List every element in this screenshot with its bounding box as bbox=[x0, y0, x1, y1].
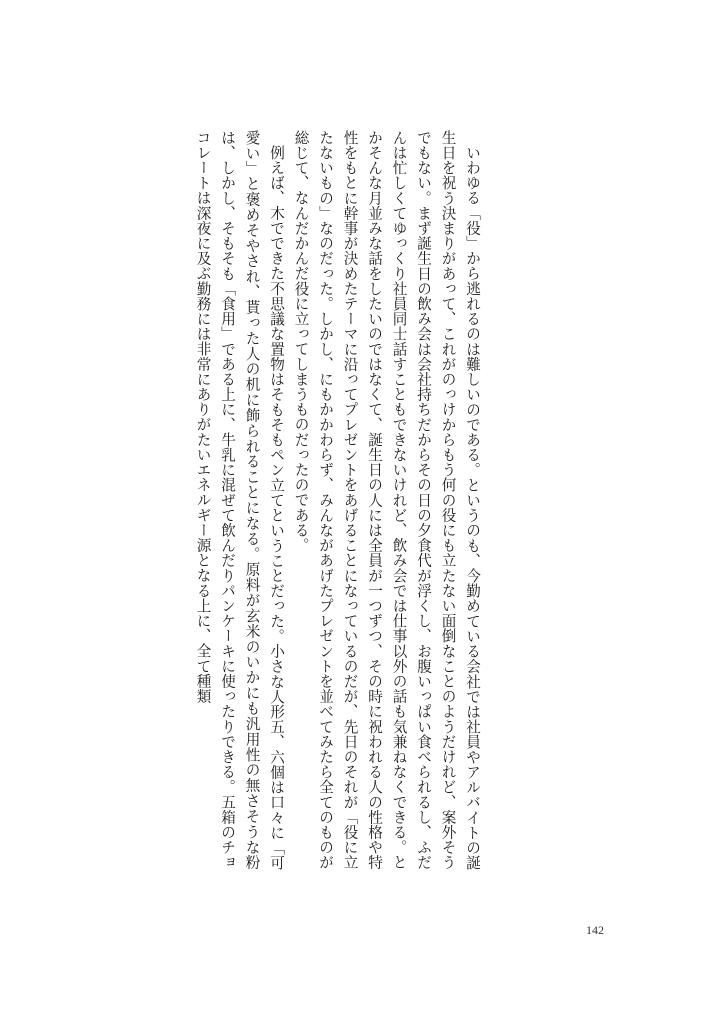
vertical-text-block bbox=[112, 130, 484, 870]
page-number: 142 bbox=[586, 923, 604, 937]
paragraph-2: 例えば、木でできた不思議な置物はそもそもペン立てということだった。小さな人形五、六個は口々に「可愛い」と褒めそやされ、貰った人の机に飾られることになる。原料が玄米のいかにも汎用性の無さそうな粉は、しかし、そもそも「食用」である上に、牛乳に混ぜて飲んだりパンケーキに使ったりできる。五箱のチョコレートは深夜に及ぶ勤務には非常にありがたいエネルギー源となる上に、全て種類 bbox=[194, 130, 285, 870]
paragraph-1: いわゆる「役」から逃れるのは難しいのである。というのも、今勤めている会社では社員やアルバイトの誕生日を祝う決まりがあって、これがのっけからもう何の役にも立たない面倒なことのようだけれど、案外そうでもない。まず誕生日の飲み会は会社持ちだからその日の夕食代が浮くし、お腹いっぱい食べられるし、ふだんは忙しくてゆっくり社員同士話すこともできないけれど、飲み会では仕事以外の話も気兼ねなくできる。とかそんな月並みな話をしたいのではなくて、誕生日の人には全員が一つずつ、その時に祝われる人の性格や特性をもとに幹事が決めたテーマに沿ってプレゼントをあげることになっているのだが、先日のそれが「役に立たないもの」なのだった。しかし、にもかかわらず、みんながあげたプレゼントを並べてみたら全てのものが総じて、なんだかんだ役に立ってしまうものだったのである。 bbox=[292, 130, 481, 870]
